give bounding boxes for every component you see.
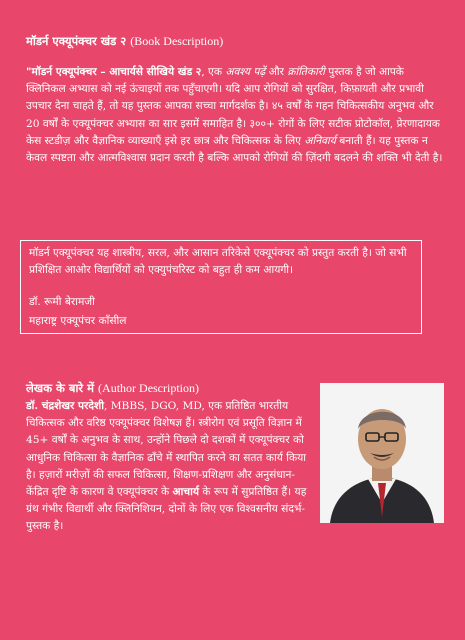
desc-body-end: बनाती हैं। यह पुस्तक न केवल स्पष्टता और आत्मविश्वास प्रदान करती है बल्कि आपको रोगियों की ज़िंदगी बदलने की शक्ति भी देती है। bbox=[26, 134, 443, 165]
author-section-title bbox=[26, 381, 199, 396]
testimonial-text: मॉडर्न एक्यूपंक्चर यह शास्त्रीय, सरल, और आसान तरिकेसे एक्यूपंक्चर को प्रस्तुत करती है। जो सभी प्रशिक्षित आओर विद्यार्थियों को एक्युपंचरिस्ट को बहुत ही कम आयगी। bbox=[29, 247, 407, 277]
testimonial-box bbox=[20, 240, 422, 334]
book-title bbox=[26, 34, 223, 49]
desc-lead-bold: "मॉडर्न एक्यूपंक्चर – आचार्यसे सीखिये खंड २ bbox=[26, 66, 202, 78]
book-title-english: (Book Description) bbox=[130, 34, 224, 48]
testimonial-author: डॉ. रूमी बेरामजी bbox=[29, 296, 95, 308]
author-end: के रूप में सुप्रतिष्ठित हैं। यह ग्रंथ गंभीर विद्यार्थी और क्लिनिशियन, दोनों के लिए एक विश्वसनीय संदर्भ-पुस्तक है। bbox=[26, 486, 307, 533]
author-description bbox=[26, 398, 316, 536]
book-title-hindi: मॉडर्न एक्यूपंक्चर खंड २ bbox=[26, 34, 127, 48]
testimonial-org: महाराष्ट्र एक्यूपंचर कॉंसील bbox=[29, 315, 127, 327]
author-bold-word: आचार्य bbox=[172, 486, 199, 499]
desc-lead-rest: , एक bbox=[201, 66, 226, 78]
book-description bbox=[26, 64, 444, 167]
desc-body: पुस्तक है जो आपके क्लिनिकल अभ्यास को नई ऊंचाइयों तक पहुँचाएगी। यदि आप रोगियों को सुरक्षित, किफ़ायती और प्रभावी उपचार देना चाहते हैं, तो यह पुस्तक आपका सच्चा मार्गदर्शक है। ४५ वर्षों के गहन चिकित्सकीय अनुभव और 20 वर्षों के एक्यूपंक्चर अभ्यास का सार इसमें समाहित है। ३००+ रोगों के लिए सटीक प्रोटोकॉल, प्रेरणादायक केस स्टडीज़ और वैज्ञानिक व्याख्याएँ इसे हर छात्र और चिकित्सक के लिए bbox=[26, 66, 440, 147]
desc-lead-and: और bbox=[265, 66, 288, 78]
author-portrait-icon bbox=[320, 383, 444, 523]
author-title-hindi: लेखक के बारे में bbox=[26, 381, 95, 395]
author-name: डॉ. चंद्रशेखर परदेशी bbox=[26, 400, 104, 412]
desc-lead-italic: अवश्य पढ़ें bbox=[225, 66, 266, 78]
desc-lead-italic-2: क्रांतिकारी bbox=[287, 66, 325, 78]
author-photo bbox=[320, 383, 444, 523]
desc-body-italic: अनिवार्य bbox=[304, 134, 336, 147]
author-title-english: (Author Description) bbox=[98, 381, 200, 395]
author-intro: , MBBS, DGO, MD, एक प्रतिष्ठित भारतीय चिकित्सक और वरिष्ठ एक्यूपंक्चर विशेषज्ञ हैं। स्त्रीरोग एवं प्रसूति विज्ञान में 45+ वर्षों के अनुभव के साथ, उन्होंने पिछले दो दशकों में एक्यूपंक्चर को आधुनिक चिकित्सा के वैज्ञानिक ढाँचे में स्थापित करने का सतत कार्य किया है। हज़ारों मरीज़ों की सफल चिकित्सा, शिक्षण-प्रशिक्षण और अनुसंधान-केंद्रित दृष्टि के कारण वे एक्यूपंक्चर के bbox=[26, 400, 306, 499]
